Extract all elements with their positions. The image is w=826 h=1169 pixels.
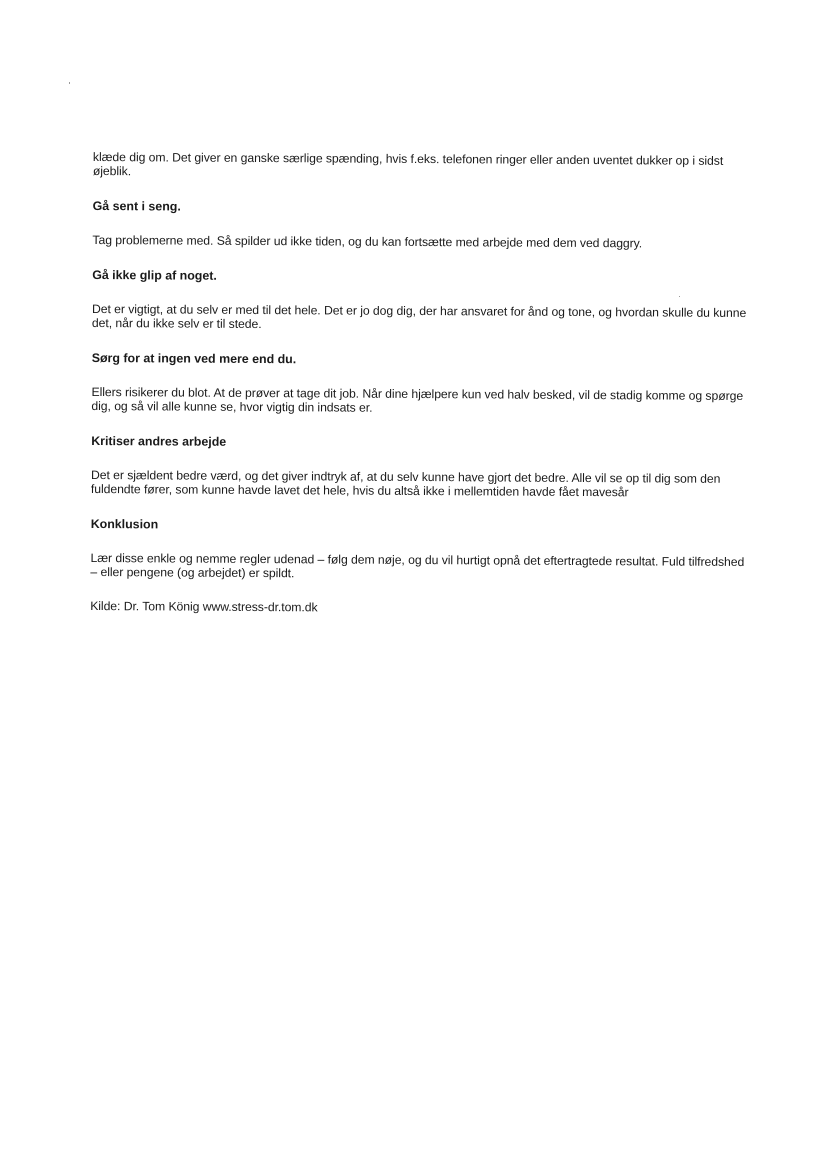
paragraph-conclusion: Lær disse enkle og nemme regler udenad – følg dem nøje, og du vil hurtigt opnå det eftertragtede resultat. Fuld tilfredshed – eller pengene (og arbejdet) er spildt.	[90, 550, 745, 581]
paragraph-know-more: Ellers risikerer du blot. At de prøver at tage dit job. Når dine hjælpere kun ved halv besked, vil de stadig komme og spørge dig, og så vil alle kunne se, hvor vigtig din indsats er.	[91, 384, 744, 415]
heading-dont-miss-anything: Gå ikke glip af noget.	[92, 267, 217, 283]
source-line: Kilde: Dr. Tom König www.stress-dr.tom.dk	[90, 598, 318, 615]
paragraph-intro: klæde dig om. Det giver en ganske særlige spænding, hvis f.eks. telefonen ringer eller anden uventet dukker op i sidst øjeblik.	[92, 150, 724, 179]
document-body	[90, 150, 748, 617]
heading-know-more: Sørg for at ingen ved mere end du.	[91, 350, 297, 367]
paragraph-criticize: Det er sjældent bedre værd, og det giver indtryk af, at du selv kunne have gjort det bedre. Alle vil se op til dig som den fuldendte fører, som kunne havde lavet det hele, hvis du altså ikke i mellemtiden havde fået mavesår	[90, 467, 721, 500]
heading-go-late-to-bed: Gå sent i seng.	[92, 198, 181, 214]
heading-conclusion: Konklusion	[90, 516, 159, 532]
paragraph-dont-miss-anything: Det er vigtigt, at du selv er med til det hele. Det er jo dog dig, der har ansvaret for ånd og tone, og hvordan skulle du kunne det, når du ikke selv er til stede.	[91, 301, 747, 332]
paragraph-go-late-to-bed: Tag problemerne med. Så spilder ud ikke tiden, og du kan fortsætte med arbejde med dem ved daggry.	[92, 232, 643, 251]
heading-criticize: Kritiser andres arbejde	[91, 433, 227, 449]
scan-speck	[69, 82, 70, 84]
